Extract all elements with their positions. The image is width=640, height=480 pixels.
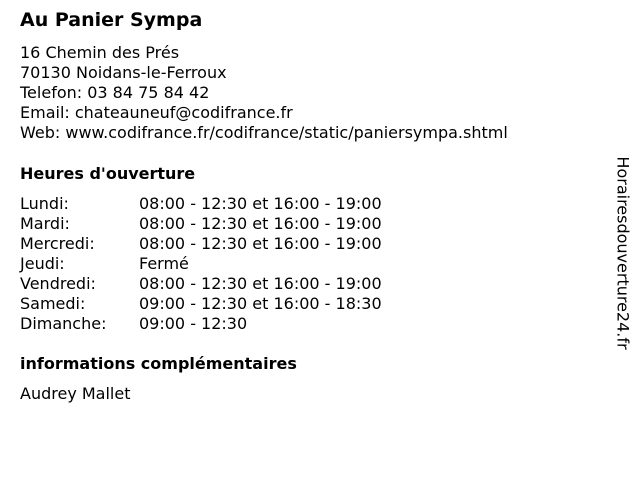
day-hours: 08:00 - 12:30 et 16:00 - 19:00 <box>139 214 382 233</box>
day-label: Samedi: <box>20 294 86 313</box>
day-hours: 09:00 - 12:30 et 16:00 - 18:30 <box>139 294 382 313</box>
address-street: 16 Chemin des Prés <box>20 43 180 62</box>
address-city: 70130 Noidans-le-Ferroux <box>20 63 227 82</box>
phone-number: Telefon: 03 84 75 84 42 <box>20 83 210 102</box>
day-hours: 08:00 - 12:30 et 16:00 - 19:00 <box>139 274 382 293</box>
day-label: Mercredi: <box>20 234 95 253</box>
email-address: Email: chateauneuf@codifrance.fr <box>20 103 293 122</box>
info-heading: informations complémentaires <box>20 354 297 373</box>
day-hours: 08:00 - 12:30 et 16:00 - 19:00 <box>139 194 382 213</box>
hours-heading: Heures d'ouverture <box>20 164 196 183</box>
day-label: Mardi: <box>20 214 70 233</box>
day-label: Lundi: <box>20 194 69 213</box>
contact-name: Audrey Mallet <box>20 384 131 403</box>
day-hours: Fermé <box>139 254 189 273</box>
website-url: Web: www.codifrance.fr/codifrance/static/paniersympa.shtml <box>20 123 508 142</box>
watermark-text: Horairesdouverture24.fr <box>613 156 633 350</box>
day-hours: 09:00 - 12:30 <box>139 314 248 333</box>
day-label: Dimanche: <box>20 314 107 333</box>
day-hours: 08:00 - 12:30 et 16:00 - 19:00 <box>139 234 382 253</box>
day-label: Jeudi: <box>20 254 65 273</box>
day-label: Vendredi: <box>20 274 96 293</box>
address-block <box>20 43 508 143</box>
shop-name: Au Panier Sympa <box>20 9 203 31</box>
